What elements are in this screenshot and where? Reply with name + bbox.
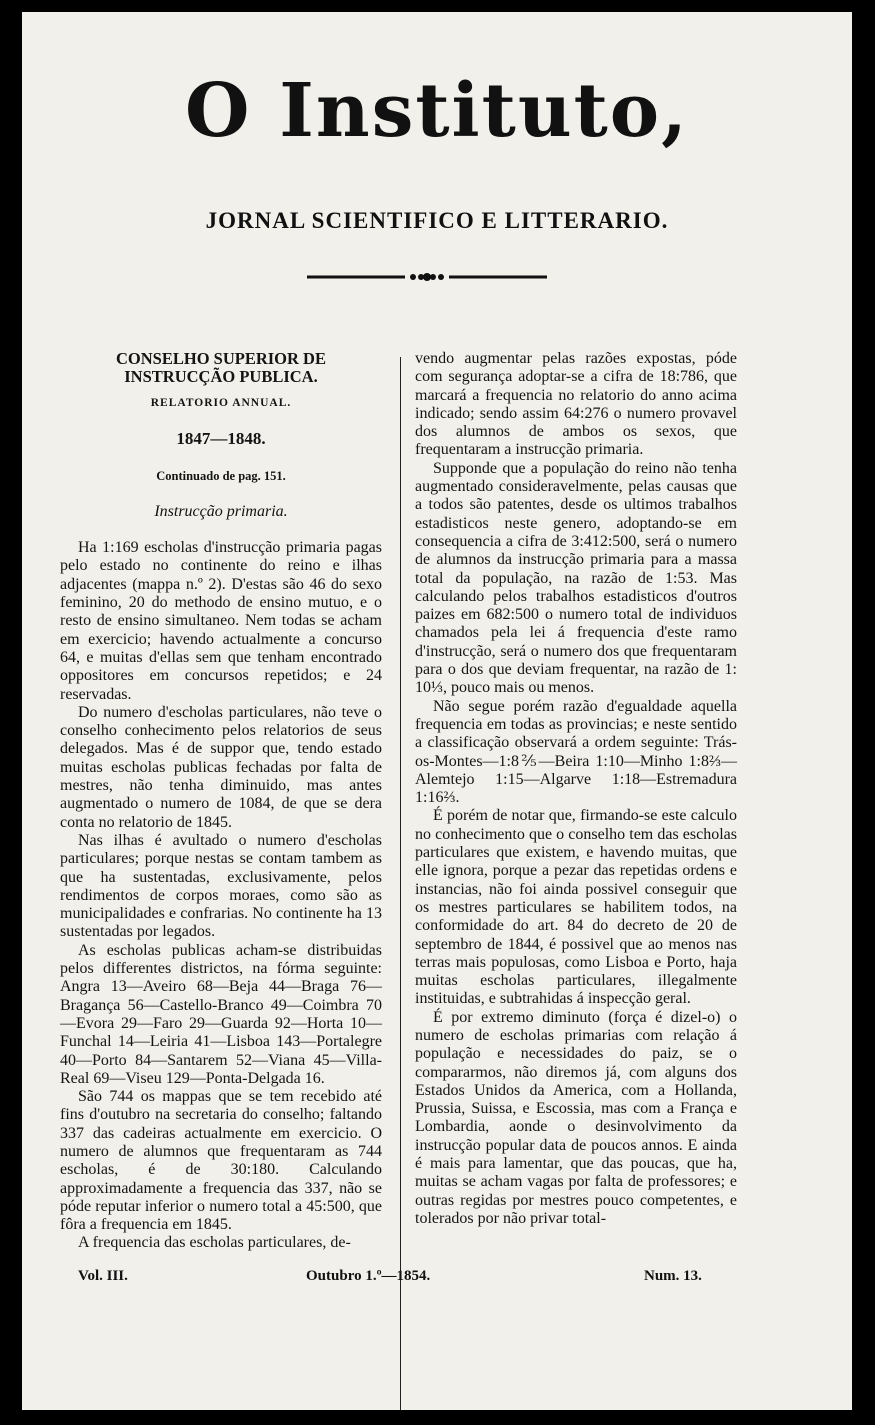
- left-column: [60, 350, 382, 1253]
- section-title: Instrucção primaria.: [154, 502, 288, 520]
- paragraph: Não segue porém razão d'egualdade aquella frequencia em todas as provincias; e neste sentido a classificação observará a ordem seguinte: Trás-os-Montes—1:8⅖—Beira 1:10—Minho 1:8⅔—Alemtejo 1:15—Algarve 1:18—Estremadura 1:16⅔.: [415, 697, 737, 807]
- newspaper-page: [22, 12, 852, 1410]
- paragraph: vendo augmentar pelas razões expostas, póde com segurança adoptar-se a cifra de 18:786, que marcará a frequencia no relatorio do anno acima indicado; sendo assim 64:276 o numero provavel dos alumnos de ambos os sexos, que frequentaram a instrucção primaria.: [415, 350, 737, 459]
- paragraph: É porém de notar que, firmando-se este calculo no conhecimento que o conselho tem das escholas particulares que existem, e havendo muitas, que elle ignora, porque a pezar das repetidas ordens e instancias, não foi ainda possivel conseguir que os mestres particulares se habilitem todos, na conformidade do art. 84 do decreto de 20 de septembro de 1844, é possivel que ao menos nas terras mais populosas, como Lisboa e Porto, haja muitas escholas particulares, illegalmente instituidas, e subtrahidas á inspecção geral.: [415, 807, 737, 1008]
- ornament-divider-icon: [307, 270, 547, 284]
- right-column: [415, 350, 737, 1228]
- report-subheading: RELATORIO ANNUAL.: [150, 397, 292, 409]
- report-years: 1847—1848.: [176, 429, 266, 449]
- paragraph: Do numero d'escholas particulares, não teve o conselho conhecimento pelos relatorios de seus delegados. Mas é de suppor que, tendo estado muitas escholas publicas fechadas por falta de mestres, não tenha diminuido, mas antes augmentado o numero de 1084, de que se dera conta no relatorio de 1845.: [60, 703, 382, 831]
- paragraph: Nas ilhas é avultado o numero d'escholas particulares; porque nestas se contam tambem as que ha sustentadas, exclusivamente, pelos rendimentos de corpos moraes, como são as municipalidades e confrarias. No continente ha 13 sustentadas por legados.: [60, 831, 382, 941]
- continued-note: Continuado de pag. 151.: [156, 468, 286, 483]
- paragraph: Supponde que a população do reino não tenha augmentado consideravelmente, pelas causas que a todos são patentes, desde os ultimos trabalhos estadisticos neste genero, adoptando-se em consequencia a cifra de 3:412:500, será o numero de alumnos da instrucção primaria para a massa total da população, na razão de 1:53. Mas calculando pelos trabalhos estadisticos d'outros paizes em 682:500 o numero total de individuos chamados pela lei á frequencia d'este ramo d'instrucção, será o numero dos que frequentaram para o dos que deviam frequentar, na razão de 1: 10⅓, pouco mais ou menos.: [415, 459, 737, 697]
- footer-number: Num. 13.: [644, 1268, 702, 1284]
- masthead-subtitle: JORNAL SCIENTIFICO E LITTERARIO.: [205, 208, 669, 233]
- column-divider: [400, 357, 401, 1410]
- paragraph: É por extremo diminuto (força é dizel-o) o numero de escholas primarias com relação á população e necessidades do paiz, se o compararmos, não diremos já, com alguns dos Estados Unidos da America, com a Hollanda, Prussia, Suissa, e Escossia, mas com a França e Lombardia, aonde o desinvolvimento da instrucção popular data de poucos annos. E ainda é mais para lamentar, que das poucas, que ha, muitas se acham vagas por falta de professores; e outras regidas por mestres pouco competentes, e tolerados por não privar total-: [415, 1008, 737, 1227]
- masthead-title: O Instituto,: [185, 68, 689, 154]
- paragraph: As escholas publicas acham-se distribuidas pelos differentes districtos, na fórma seguinte: Angra 13—Aveiro 68—Beja 44—Braga 76—Bragança 56—Castello-Branco 49—Coimbra 70—Evora 29—Faro 29—Guarda 92—Horta 10—Funchal 14—Leiria 41—Lisboa 143—Portalegre 40—Porto 84—Santarem 52—Viana 45—Villa-Real 69—Viseu 129—Ponta-Delgada 16.: [60, 941, 382, 1087]
- paragraph: São 744 os mappas que se tem recebido até fins d'outubro na secretaria do conselho; faltando 337 das cadeiras actualmente em exercicio. O numero de alumnos que frequentaram as 744 escholas, é de 30:180. Calculando approximadamente a frequencia das 337, não se póde reputar inferior o numero total a 45:500, que fôra a frequencia em 1845.: [60, 1088, 382, 1234]
- footer-date: Outubro 1.º—1854.: [306, 1268, 431, 1284]
- article-heading: CONSELHO SUPERIOR DE INSTRUCÇÃO PUBLICA.: [116, 349, 326, 386]
- paragraph: Ha 1:169 escholas d'instrucção primaria pagas pelo estado no continente do reino e ilhas adjacentes (mappa n.º 2). D'estas são 46 do sexo feminino, 20 do methodo de ensino mutuo, e o resto de ensino simultaneo. Nem todas se acham em exercicio; havendo actualmente a concurso 64, e muitas d'ellas sem que tenham encontrado oppositores em concursos repetidos; e 24 reservadas.: [60, 539, 382, 703]
- paragraph: A frequencia das escholas particulares, de-: [78, 1234, 351, 1252]
- footer-volume: Vol. III.: [78, 1268, 128, 1284]
